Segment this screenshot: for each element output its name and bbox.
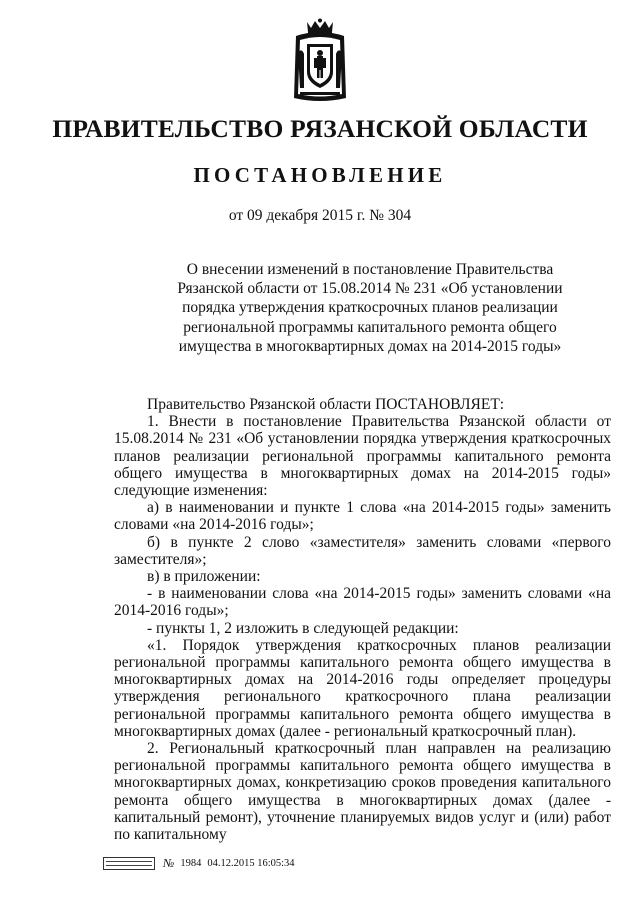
body-paragraph: - пункты 1, 2 изложить в следующей редакции: xyxy=(147,619,459,637)
subject-line: Рязанской области от 15.08.2014 № 231 «Об установлении xyxy=(177,280,563,298)
subject-line: порядка утверждения краткосрочных планов реализации xyxy=(182,299,558,317)
document-subject xyxy=(150,260,590,356)
body-paragraph: «1. Порядок утверждения краткосрочных планов реализации региональной программы капитального ремонта общего имущества в многоквартирных домах на 2014-2016 годы определяет процедуры утверждения регионального краткосрочного плана реализации региональной программы капитального ремонта общего имущества в многоквартирных домах (далее - региональный краткосрочный план). xyxy=(114,636,611,740)
document-body xyxy=(114,396,611,843)
organization-title: ПРАВИТЕЛЬСТВО РЯЗАНСКОЙ ОБЛАСТИ xyxy=(52,114,588,143)
body-paragraph: 1. Внести в постановление Правительства Рязанской области от 15.08.2014 № 231 «Об установлении порядка утверждения краткосрочных планов реализации региональной программы капитального ремонта общего имущества в многоквартирных домах на 2014-2015 годы» следующие изменения: xyxy=(114,413,611,500)
registration-footer xyxy=(103,856,295,871)
subject-line: О внесении изменений в постановление Правительства xyxy=(186,261,554,278)
registration-timestamp: 04.12.2015 16:05:34 xyxy=(207,858,295,869)
registry-stamp-icon xyxy=(103,857,155,870)
body-paragraph: 2. Региональный краткосрочный план направлен на реализацию региональной программы капитального ремонта общего имущества в многоквартирных домах, конкретизацию сроков проведения капитального ремонта общего имущества в многоквартирных домах (далее - капитальный ремонт), уточнение планируемых видов услуг и (или) работ по капитальному xyxy=(114,740,611,844)
subject-line: региональной программы капитального ремонта общего xyxy=(183,318,557,336)
body-paragraph: - в наименовании слова «на 2014-2015 годы» заменить словами «на 2014-2016 годы»; xyxy=(114,585,611,620)
body-paragraph: а) в наименовании и пункте 1 слова «на 2014-2015 годы» заменить словами «на 2014-2016 годы»; xyxy=(114,499,611,534)
body-paragraph: в) в приложении: xyxy=(147,568,261,586)
registration-number: 1984 xyxy=(180,858,202,869)
document-type: ПОСТАНОВЛЕНИЕ xyxy=(193,163,447,187)
coat-of-arms-icon xyxy=(292,18,348,104)
number-sign: № xyxy=(163,856,175,870)
subject-line: имущества в многоквартирных домах на 2014-2015 годы» xyxy=(178,337,562,355)
document-date-number: от 09 декабря 2015 г. № 304 xyxy=(228,207,412,224)
body-paragraph: б) в пункте 2 слово «заместителя» заменить словами «первого заместителя»; xyxy=(114,533,611,568)
body-paragraph: Правительство Рязанской области ПОСТАНОВЛЯЕТ: xyxy=(147,396,505,413)
